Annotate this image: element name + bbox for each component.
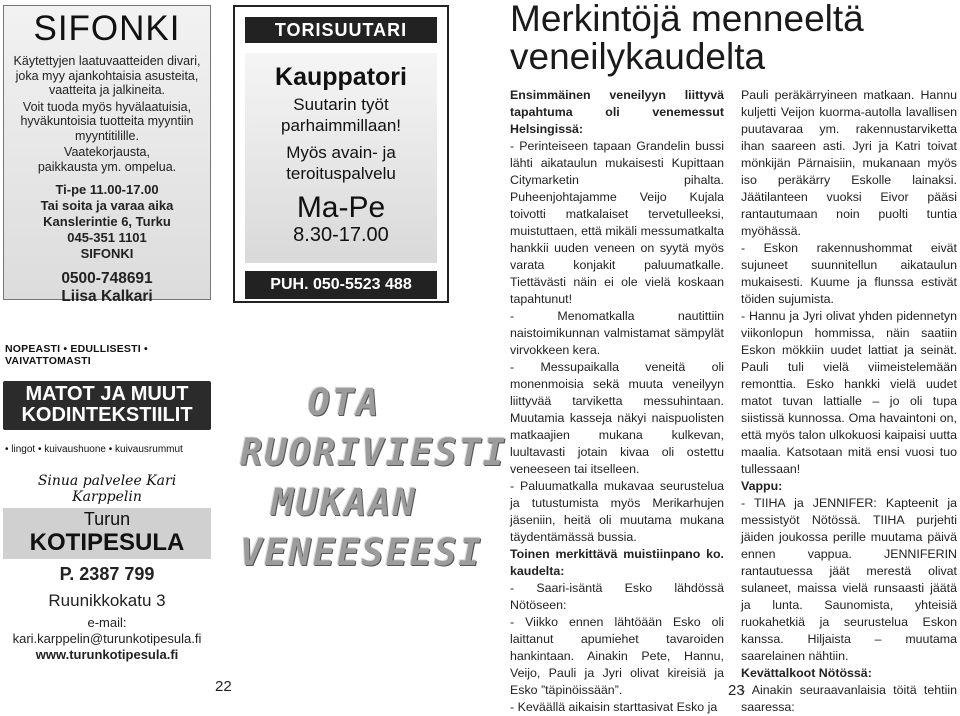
article-paragraph: - Perinteiseen tapaan Grandelin bussi lähti aikataulun mukaisesti Kupittaan Citymarketin pihalta. Puheenjohtajamme Veijo Kujala toivotti matkalaiset tervetulleeksi, muistuttaen, että mikäli messumatkalta hankkii uuden veneen on syytä myös varata konjakit paluumatkalle. Tiettävästi näin ei ole vielä koskaan tapahtunut! xyxy=(510,139,724,306)
article-column-left xyxy=(510,87,724,716)
kotipesula-items: • lingot • kuivaushuone • kuivausrummut xyxy=(5,444,183,455)
sifonki-sell: Voit tuoda myös hyvälaatuisia, hyväkuntoisia tuotteita myyntiin myyntitilille. xyxy=(20,99,194,143)
sifonki-intro: Käytettyjen laatuvaatteiden divari, joka myy ajankohtaisia asusteita, vaatteita ja jalkineita. xyxy=(13,54,201,97)
page-number-right: 23 xyxy=(728,682,745,699)
article-paragraph: - Messupaikalla veneitä oli monenmoisia sekä muuta veneilyyn liittyvää tarviketta messuhintaan. Muutamia kasseja näkyi naispuolisten matkaajien mukana kulkevan, luultavasti jotain kivaa oli ostettu veneeseen tai itselleen. xyxy=(510,360,724,476)
torisuutari-header: TORISUUTARI xyxy=(245,17,437,43)
torisuutari-line4: teroituspalvelu xyxy=(286,164,396,183)
ota-line1: OTA xyxy=(307,381,381,424)
sifonki-person: Liisa Kalkari xyxy=(61,288,153,305)
article-paragraph: - TIIHA ja JENNIFER: Kapteenit ja messistyöt Nötössä. TIIHA purjehti jäiden joukossa perille muutama päivä ennen vappua. JENNIFERIN rantautuessa jäät merestä olivat sulaneet, maissa vielä runsaasti jäätä ja lunta. Saunomista, yhteisiä ruokahetkiä ja seurustelua Eskon kanssa. Hiljaista – muutama saarelainen nähtiin. xyxy=(741,496,957,663)
kotipesula-banner xyxy=(3,381,211,430)
article-paragraph: - Viikko ennen lähtöään Esko oli laittanut apumiehet tavaroiden hankintaan. Ainakin Pete, Hannu, Veijo, Pauli ja Jyri olivat kireisiä ja Esko ”täpinöissään”. xyxy=(510,615,724,697)
ota-line4: VENEESEESI xyxy=(240,531,483,574)
torisuutari-hours: 8.30-17.00 xyxy=(293,224,389,246)
article-paragraph: Pauli peräkärryineen matkaan. Hannu kuljetti Veijon kuorma-autolla lavallisen puutavaraa ym. rakennustarviketta ihan saareen asti. Jyri ja Katri toivat mönkijän Pärnaisiin, mukanaan myös iso peräkärry Eskolle lainaksi. Jäätilanteen vuoksi Eivor pääsi rantautumaan noin puolti tuntia myöhässä. xyxy=(741,88,957,238)
banner-line1: MATOT JA MUUT xyxy=(25,383,189,405)
kotipesula-name-block xyxy=(3,508,211,559)
article-paragraph: Ensimmäinen veneilyyn liittyvä tapahtuma oli venemessut Helsingissä: xyxy=(510,88,724,136)
ad-ota-ruoriviesti xyxy=(240,330,508,635)
ad-sifonki xyxy=(3,5,211,305)
kotipesula-city: Turun xyxy=(83,509,131,529)
article-paragraph: - Eskon rakennushommat eivät sujuneet suunnitellun aikataulun mukaisesti. Kuume ja flunssa estivät töiden sujumista. xyxy=(741,241,957,306)
kotipesula-name: KOTIPESULA xyxy=(29,529,185,556)
article-paragraph: - Menomatkalla nautittiin naistoimikunnan valmistamat sämpylät virvokkeen kera. xyxy=(510,309,724,357)
article-paragraph: Kevättalkoot Nötössä: xyxy=(741,666,872,680)
article-paragraph: - Keväällä aikaisin starttasivat Esko ja xyxy=(510,700,718,714)
sifonki-hours: Ti-pe 11.00-17.00 xyxy=(55,182,159,197)
ota-line2: RUORIVIESTI xyxy=(240,431,508,474)
ad-kotipesula xyxy=(3,343,211,662)
torisuutari-location: Kauppatori xyxy=(275,63,407,91)
ad-torisuutari xyxy=(233,5,449,303)
ota-line3: MUKAAN xyxy=(271,481,417,524)
kotipesula-phone: P. 2387 799 xyxy=(59,564,155,584)
article-paragraph: - Paluumatkalla mukavaa seurustelua ja tutustumista myös Merikarhujen jäseniin, heitä oli muutama mukana täydentämässä bussia. xyxy=(510,479,724,544)
sifonki-phone: 045-351 1101 xyxy=(67,230,147,245)
sifonki-phone2: 0500-748691 xyxy=(61,270,153,287)
torisuutari-days: Ma-Pe xyxy=(296,191,386,224)
article-title: Merkintöjä menneeltä veneilykaudelta xyxy=(510,0,864,77)
torisuutari-line2: parhaimmillaan! xyxy=(281,116,401,135)
sifonki-address: Kanslerintie 6, Turku xyxy=(43,214,171,229)
kotipesula-website[interactable]: www.turunkotipesula.fi xyxy=(35,647,179,662)
torisuutari-phone: PUH. 050-5523 488 xyxy=(245,271,437,299)
article-paragraph: Vappu: xyxy=(741,479,783,493)
article-column-right xyxy=(741,87,957,716)
article-paragraph: - Saari-isäntä Esko lähdössä Nötöseen: xyxy=(510,581,724,612)
sifonki-visit: Tai soita ja varaa aika xyxy=(40,198,174,213)
kotipesula-service: Sinua palvelee Kari Karppelin xyxy=(37,473,177,505)
sifonki-brand: SIFONKI xyxy=(80,246,134,261)
banner-line2: KODINTEKSTIILIT xyxy=(21,404,193,426)
article-paragraph: Toinen merkittävä muistiinpano ko. kaudelta: xyxy=(510,547,724,578)
sifonki-title: SIFONKI xyxy=(33,9,181,48)
torisuutari-line3: Myös avain- ja xyxy=(286,143,396,162)
kotipesula-tagline: NOPEASTI • EDULLISESTI • VAIVATTOMASTI xyxy=(5,343,148,367)
article-paragraph: - Hannu ja Jyri olivat yhden pidennetyn viikonlopun hommissa, näin saatiin Eskon mökkiin uudet lattiat ja seinät. Pauli tuli vielä viimeistelemään remonttia. Esko hankki vielä uudet matot tuvan lattialle – jo oli tupa siistissä kunnossa. Oma havaintoni on, että myös talon ulkokuosi kaipaisi uutta maalia. Katsotaan mitä ensi vuosi tuo tullessaan! xyxy=(741,309,957,476)
sifonki-alter: Vaatekorjausta, paikkausta ym. ompelua. xyxy=(37,145,177,174)
page-number-left: 22 xyxy=(215,678,232,695)
article-paragraph: - Ainakin seuraavanlaisia töitä tehtiin saaressa: xyxy=(741,683,957,714)
torisuutari-body xyxy=(245,53,437,263)
torisuutari-line1: Suutarin työt xyxy=(293,95,389,114)
kotipesula-email-label: e-mail: xyxy=(87,615,127,630)
kotipesula-email[interactable]: kari.karppelin@turunkotipesula.fi xyxy=(12,631,202,646)
kotipesula-address: Ruunikkokatu 3 xyxy=(48,591,166,610)
